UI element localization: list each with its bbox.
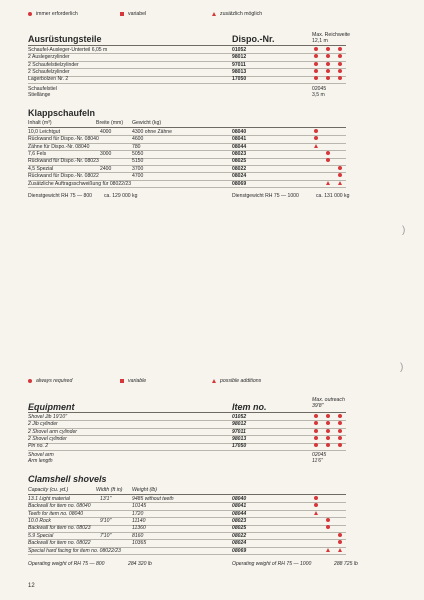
dot-icon: [314, 414, 318, 418]
dot-icon: [314, 436, 318, 440]
dot-icon: [338, 540, 342, 544]
legend-always-label: immer erforderlich: [36, 11, 78, 17]
legend-possible-label: possible additions: [220, 378, 262, 384]
item-number: 08023: [232, 150, 247, 157]
table-row: [28, 180, 346, 188]
col-breite: Breite (mm): [96, 120, 124, 126]
dot-icon: [326, 518, 330, 522]
shovel-name: Backwall for item no. 08022: [28, 540, 91, 547]
item-number: 98012: [232, 54, 247, 61]
shovel-weight: 8160: [132, 532, 144, 539]
legend-triangle-icon: [212, 12, 216, 16]
shovel-weight: 780: [132, 143, 141, 150]
shovel-name: 7,6 Fels: [28, 150, 47, 157]
page-number: 12: [28, 583, 35, 589]
item-number: 98013: [232, 68, 247, 75]
dot-icon: [338, 69, 342, 73]
reach-header: Max. Reichweite 12,1 m: [312, 32, 351, 44]
shovel-width: 2400: [100, 165, 112, 172]
item-number: 08022: [232, 165, 247, 172]
shovel-name: 10,0 Leichtgut: [28, 128, 61, 135]
dot-icon: [314, 503, 318, 507]
dot-icon: [326, 62, 330, 66]
item-number: 01052: [232, 413, 247, 420]
weight-left-value: 284 320 lb: [128, 561, 152, 567]
dot-icon: [314, 54, 318, 58]
triangle-icon: [314, 144, 318, 148]
arm-value: 02045: [312, 452, 327, 458]
dot-icon: [338, 173, 342, 177]
dot-icon: [314, 496, 318, 500]
shovel-name: Rückwand für Dispo.-Nr. 08023: [28, 158, 99, 165]
triangle-icon: [338, 548, 342, 552]
armlen-value: 3,5 m: [312, 92, 325, 98]
col-breite: Width (ft in): [96, 487, 123, 493]
col-gewicht: Gewicht (kg): [132, 120, 162, 126]
armlen-label: Stiellänge: [28, 92, 51, 98]
shovel-name: Rückwand für Dispo.-Nr. 08022: [28, 173, 99, 180]
legend-possible-label: zusätzlich möglich: [220, 11, 263, 17]
shovel-width: 4000: [100, 128, 112, 135]
dot-icon: [326, 436, 330, 440]
legend-always: [28, 11, 78, 17]
dot-icon: [326, 69, 330, 73]
binding-mark: ): [400, 362, 404, 373]
shovel-width: 9'10": [100, 517, 112, 524]
shovel-weight: 1720: [132, 510, 144, 517]
dot-icon: [314, 421, 318, 425]
triangle-icon: [326, 548, 330, 552]
arm-value: 02045: [312, 86, 327, 92]
equipment-name: Lagerbolzen Nr. 2: [28, 76, 69, 83]
arm-label: Schaufelstiel: [28, 86, 57, 92]
dot-icon: [314, 429, 318, 433]
legend-variable-label: variabel: [128, 11, 147, 17]
col-inhalt: Inhalt (m³): [28, 120, 52, 126]
weight-left: Dienstgewicht RH 75 — 800: [28, 193, 92, 199]
dot-icon: [326, 76, 330, 80]
legend-always-label: always required: [36, 378, 73, 384]
reach-header: Max. outreach 39'8": [312, 397, 345, 409]
dot-icon: [326, 414, 330, 418]
clamshell-title: Clamshell shovels: [28, 474, 107, 484]
equipment-name: 2 Schaufelstielzylinder: [28, 61, 79, 68]
dot-icon: [314, 69, 318, 73]
item-number: 08044: [232, 510, 247, 517]
shovel-name: Special hard facing for item no. 08022/23: [28, 547, 121, 554]
item-number: 08041: [232, 503, 247, 510]
item-number: 08069: [232, 547, 247, 554]
clamshell-title: Klappschaufeln: [28, 108, 96, 118]
equipment-name: 2 Shovel cylinder: [28, 435, 67, 442]
shovel-weight: 4600: [132, 136, 144, 143]
shovel-name: 10.0 Rock: [28, 517, 51, 524]
shovel-name: 13.1 Light material: [28, 495, 70, 502]
item-number: 08041: [232, 136, 247, 143]
equipment-name: Pin no. 2: [28, 443, 49, 450]
dot-icon: [326, 429, 330, 433]
shovel-weight: 10145: [132, 503, 147, 510]
item-number: 08044: [232, 143, 247, 150]
legend-possible: [212, 378, 261, 384]
shovel-weight: 4700: [132, 173, 144, 180]
equipment-title: Ausrüstungsteile: [28, 34, 102, 44]
item-number: 17050: [232, 76, 247, 83]
dot-icon: [326, 54, 330, 58]
dot-icon: [338, 47, 342, 51]
shovel-width: 7'10": [100, 532, 112, 539]
item-number: 08024: [232, 173, 247, 180]
weight-right-value: 288 725 lb: [334, 561, 358, 567]
item-number: 97011: [232, 428, 246, 435]
equipment-name: 2 Auslegerzylinder: [28, 54, 70, 61]
dot-icon: [314, 76, 318, 80]
shovel-weight: 9485 without teeth: [132, 495, 174, 502]
shovel-weight: 4300 ohne Zähne: [132, 128, 172, 135]
weight-left: Operating weight of RH 75 — 800: [28, 561, 105, 567]
shovel-name: Backwall for item no. 08023: [28, 525, 91, 532]
col-gewicht: Weight (lb): [132, 487, 157, 493]
dot-icon: [314, 136, 318, 140]
dot-icon: [338, 421, 342, 425]
arm-label: Shovel arm: [28, 452, 54, 458]
col-inhalt: Capacity (cu. yd.): [28, 487, 69, 493]
shovel-weight: 11360: [132, 525, 146, 532]
weight-right: Dienstgewicht RH 75 — 1000: [232, 193, 299, 199]
dot-icon: [326, 421, 330, 425]
item-number: 08024: [232, 540, 247, 547]
armlen-value: 11'6": [312, 458, 323, 464]
shovel-weight: 5050: [132, 150, 144, 157]
equipment-name: 2 Jib cylinder: [28, 421, 58, 428]
legend-square-icon: [120, 379, 124, 383]
shovel-name: Backwall for item no. 08040: [28, 503, 91, 510]
weight-left-value: ca. 129 000 kg: [104, 193, 138, 199]
legend-variable: [120, 11, 146, 17]
shovel-name: Teeth for item no. 08040: [28, 510, 84, 517]
item-number: 08023: [232, 517, 247, 524]
item-number: 08022: [232, 532, 247, 539]
table-row: [28, 443, 346, 451]
legend-dot-icon: [28, 12, 32, 16]
equipment-name: 2 Shovel arm cylinder: [28, 428, 77, 435]
table-row: [28, 547, 346, 555]
legend-dot-icon: [28, 379, 32, 383]
legend-variable-label: variable: [128, 378, 147, 384]
dot-icon: [338, 54, 342, 58]
dot-icon: [338, 443, 342, 447]
equipment-name: Shovel Jib 19'10": [28, 413, 68, 420]
shovel-width: 3000: [100, 150, 112, 157]
dot-icon: [326, 525, 330, 529]
dot-icon: [338, 429, 342, 433]
dot-icon: [338, 436, 342, 440]
dot-icon: [326, 158, 330, 162]
legend-triangle-icon: [212, 379, 216, 383]
item-number: 08025: [232, 525, 247, 532]
item-number: 98012: [232, 421, 247, 428]
legend-variable: [120, 378, 146, 384]
dot-icon: [314, 47, 318, 51]
shovel-width: 13'1": [100, 495, 112, 502]
shovel-weight: 10365: [132, 540, 147, 547]
shovel-name: Zähne für Dispo.-Nr. 08040: [28, 143, 90, 150]
item-number: 08025: [232, 158, 247, 165]
dot-icon: [338, 414, 342, 418]
legend-always: [28, 378, 72, 384]
dot-icon: [326, 151, 330, 155]
legend-square-icon: [120, 12, 124, 16]
dispo-header: Item no.: [232, 402, 267, 412]
table-row: [28, 76, 346, 84]
item-number: 08040: [232, 128, 247, 135]
item-number: 98013: [232, 435, 247, 442]
triangle-icon: [338, 181, 342, 185]
weight-right-value: ca. 131 000 kg: [316, 193, 350, 199]
dot-icon: [314, 62, 318, 66]
weight-right: Operating weight of RH 75 — 1000: [232, 561, 312, 567]
item-number: 97011: [232, 61, 246, 68]
dispo-header: Dispo.-Nr.: [232, 34, 275, 44]
dot-icon: [338, 533, 342, 537]
dot-icon: [326, 47, 330, 51]
equipment-name: Schaufel-Ausleger-Unterteil 6,05 m: [28, 46, 108, 53]
item-number: 01052: [232, 46, 247, 53]
item-number: 08069: [232, 180, 247, 187]
triangle-icon: [326, 181, 330, 185]
dot-icon: [314, 129, 318, 133]
equipment-name: 2 Schaufelzylinder: [28, 68, 70, 75]
equipment-title: Equipment: [28, 402, 75, 412]
shovel-name: 4,5 Spezial: [28, 165, 54, 172]
armlen-label: Arm length: [28, 458, 53, 464]
dot-icon: [326, 443, 330, 447]
item-number: 08040: [232, 495, 247, 502]
shovel-name: Rückwand für Dispo.-Nr. 08040: [28, 136, 99, 143]
legend-possible: [212, 11, 262, 17]
triangle-icon: [314, 511, 318, 515]
dot-icon: [314, 443, 318, 447]
shovel-weight: 3700: [132, 165, 144, 172]
item-number: 17050: [232, 443, 247, 450]
shovel-weight: 5150: [132, 158, 144, 165]
dot-icon: [338, 62, 342, 66]
shovel-name: 5.9 Special: [28, 532, 54, 539]
shovel-weight: 11140: [132, 517, 146, 524]
dot-icon: [338, 166, 342, 170]
dot-icon: [338, 76, 342, 80]
shovel-name: Zusätzliche Auftragsschweißung für 08022/23: [28, 180, 132, 187]
binding-mark: ): [402, 225, 406, 236]
